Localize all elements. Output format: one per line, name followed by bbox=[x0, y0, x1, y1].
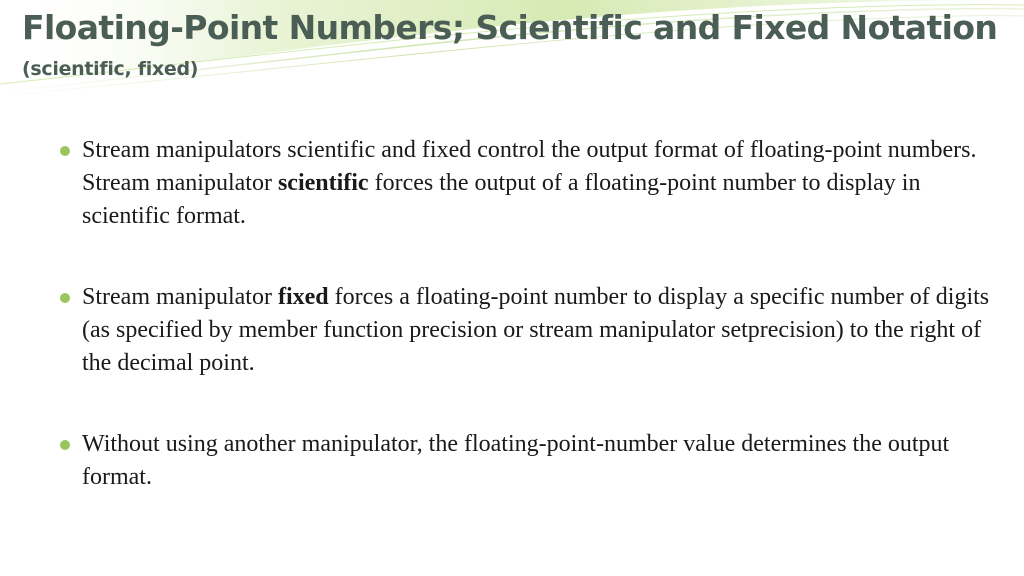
bullet-item bbox=[60, 134, 990, 233]
bullet-bold-term: fixed bbox=[277, 284, 329, 310]
bullet-text: Without using another manipulator, the floating-point-number value determines the output format. bbox=[82, 431, 950, 490]
bullet-list bbox=[60, 134, 990, 542]
slide-subtitle: (scientific, fixed) bbox=[22, 58, 199, 80]
bullet-text: forces the output of a floating-point number to display in scientific format. bbox=[82, 170, 921, 229]
slide-title: Floating-Point Numbers; Scientific and Fixed Notation bbox=[22, 8, 998, 47]
bullet-bold-term: scientific bbox=[277, 170, 369, 196]
bullet-dot-icon bbox=[60, 293, 70, 303]
bullet-text: forces a floating-point number to display a specific number of digits (as specified by member function precision or stream manipulator setprecision) to the right of the decimal point. bbox=[82, 284, 990, 376]
bullet-text: Stream manipulator bbox=[82, 284, 278, 310]
bullet-dot-icon bbox=[60, 146, 70, 156]
bullet-item bbox=[60, 281, 990, 380]
bullet-text: Stream manipulators scientific and fixed control the output format of floating-point numbers. Stream manipulator bbox=[82, 137, 977, 196]
bullet-dot-icon bbox=[60, 440, 70, 450]
bullet-item bbox=[60, 428, 990, 494]
